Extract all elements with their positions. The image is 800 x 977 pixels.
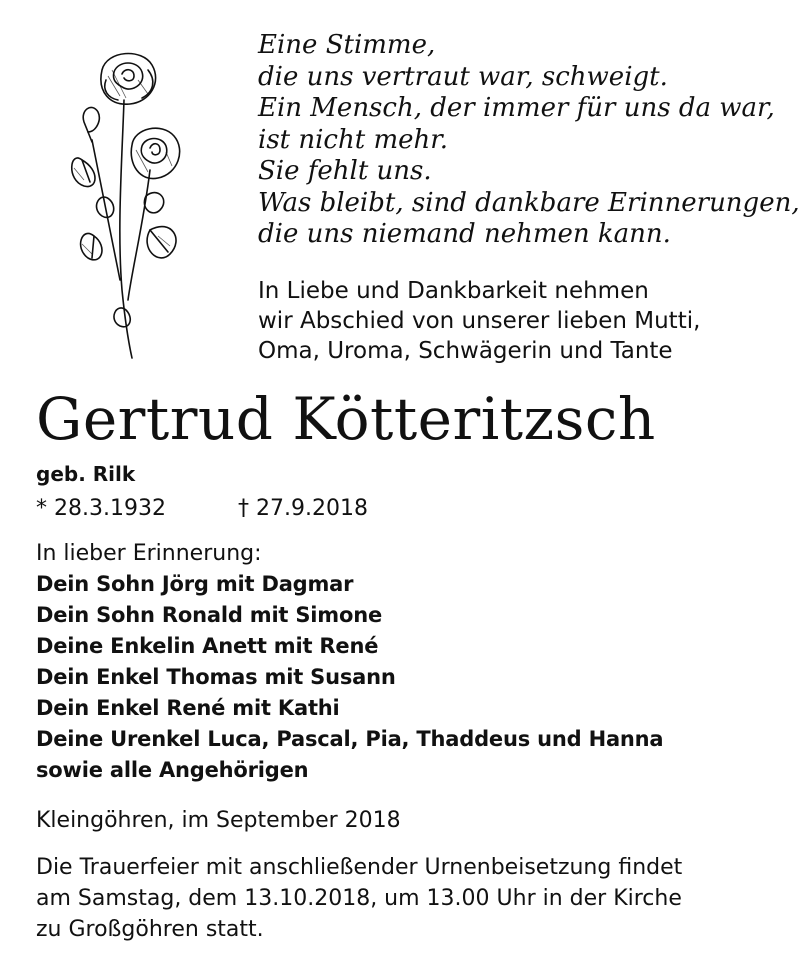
poem-line: die uns vertraut war, schweigt. <box>258 61 668 92</box>
farewell-intro <box>258 276 788 366</box>
poem <box>258 30 800 251</box>
mourner-line: Deine Enkelin Anett mit René <box>36 634 379 658</box>
intro-line: wir Abschied von unserer lieben Mutti, <box>258 308 701 334</box>
mourners-list <box>36 538 796 786</box>
mourner-line: Dein Enkel Thomas mit Susann <box>36 665 396 689</box>
death-date: † 27.9.2018 <box>238 496 368 521</box>
maiden-name: geb. Rilk <box>36 462 136 486</box>
deceased-name: Gertrud Kötteritzsch <box>36 385 656 453</box>
mourners-heading: In lieber Erinnerung: <box>36 541 262 566</box>
mourner-line: Dein Enkel René mit Kathi <box>36 696 340 720</box>
poem-line: Ein Mensch, der immer für uns da war, <box>258 93 775 123</box>
intro-line: In Liebe und Dankbarkeit nehmen <box>258 278 649 304</box>
poem-line: ist nicht mehr. <box>258 124 449 155</box>
life-dates <box>36 494 536 524</box>
mourner-line: sowie alle Angehörigen <box>36 758 309 782</box>
intro-line: Oma, Uroma, Schwägerin und Tante <box>258 338 673 364</box>
funeral-line: zu Großgöhren statt. <box>36 917 264 942</box>
place-and-date: Kleingöhren, im September 2018 <box>36 808 401 833</box>
rose-illustration <box>62 40 192 360</box>
poem-line: Eine Stimme, <box>258 30 436 60</box>
mourner-line: Dein Sohn Jörg mit Dagmar <box>36 572 354 596</box>
poem-line: die uns niemand nehmen kann. <box>258 219 671 249</box>
mourner-line: Dein Sohn Ronald mit Simone <box>36 603 383 627</box>
funeral-line: Die Trauerfeier mit anschließender Urnenbeisetzung findet <box>36 855 683 880</box>
birth-date: * 28.3.1932 <box>36 496 166 521</box>
funeral-line: am Samstag, dem 13.10.2018, um 13.00 Uhr in der Kirche <box>36 886 682 911</box>
poem-line: Sie fehlt uns. <box>258 156 432 186</box>
funeral-notice <box>36 852 796 945</box>
mourner-line: Deine Urenkel Luca, Pascal, Pia, Thaddeus und Hanna <box>36 727 664 751</box>
poem-line: Was bleibt, sind dankbare Erinnerungen, <box>258 187 800 218</box>
